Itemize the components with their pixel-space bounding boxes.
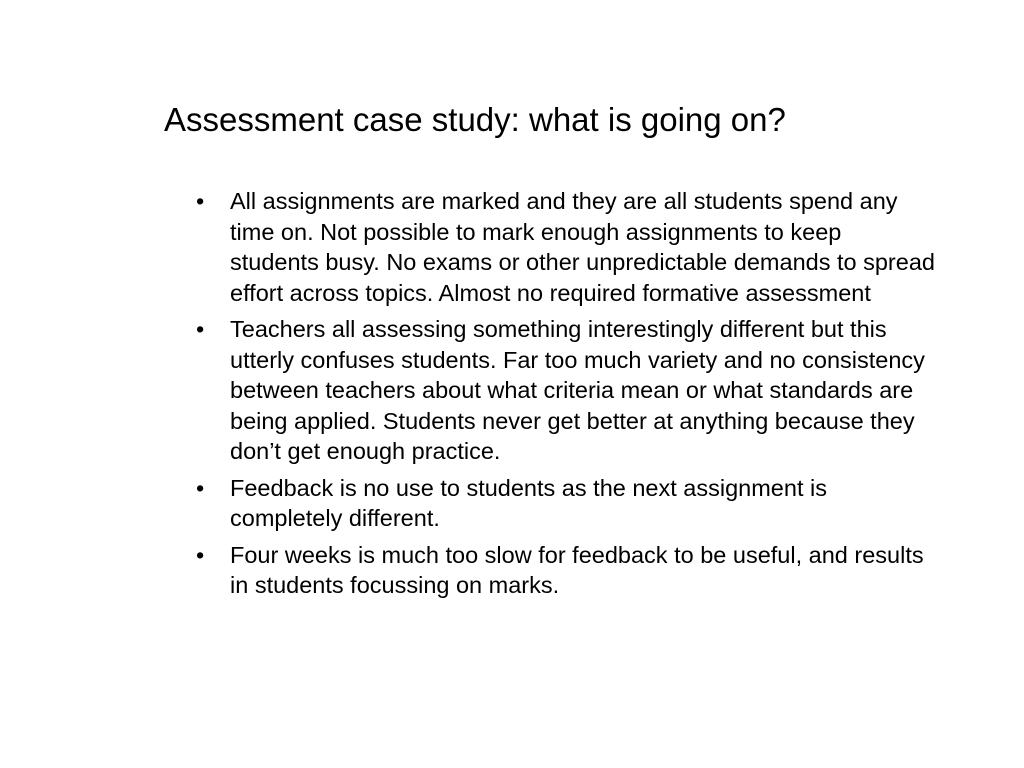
bullet-list bbox=[196, 186, 936, 607]
bullet-item-1 bbox=[196, 186, 936, 308]
bullet-text-1: All assignments are marked and they are all students spend any time on. Not possible to mark enough assignments to keep students busy. No exams or other unpredictable demands to spread effort across topics. Almost no required formative assessment bbox=[230, 188, 935, 306]
bullet-text-4: Four weeks is much too slow for feedback to be useful, and results in students focussing on marks. bbox=[230, 541, 924, 598]
bullet-icon: • bbox=[196, 316, 205, 342]
bullet-icon: • bbox=[196, 188, 205, 214]
bullet-text-3: Feedback is no use to students as the next assignment is completely different. bbox=[230, 474, 827, 531]
bullet-item-2 bbox=[196, 314, 936, 467]
bullet-text-2: Teachers all assessing something interestingly different but this utterly confuses students. Far too much variety and no consistency between teachers about what criteria mean or what standards are being applied. Students never get better at anything because they don’t get enough practice. bbox=[230, 316, 925, 464]
bullet-icon: • bbox=[196, 474, 205, 501]
bullet-icon: • bbox=[196, 541, 205, 568]
bullet-item-4 bbox=[196, 540, 936, 601]
bullet-item-3 bbox=[196, 473, 936, 534]
slide-title: Assessment case study: what is going on? bbox=[164, 101, 786, 138]
